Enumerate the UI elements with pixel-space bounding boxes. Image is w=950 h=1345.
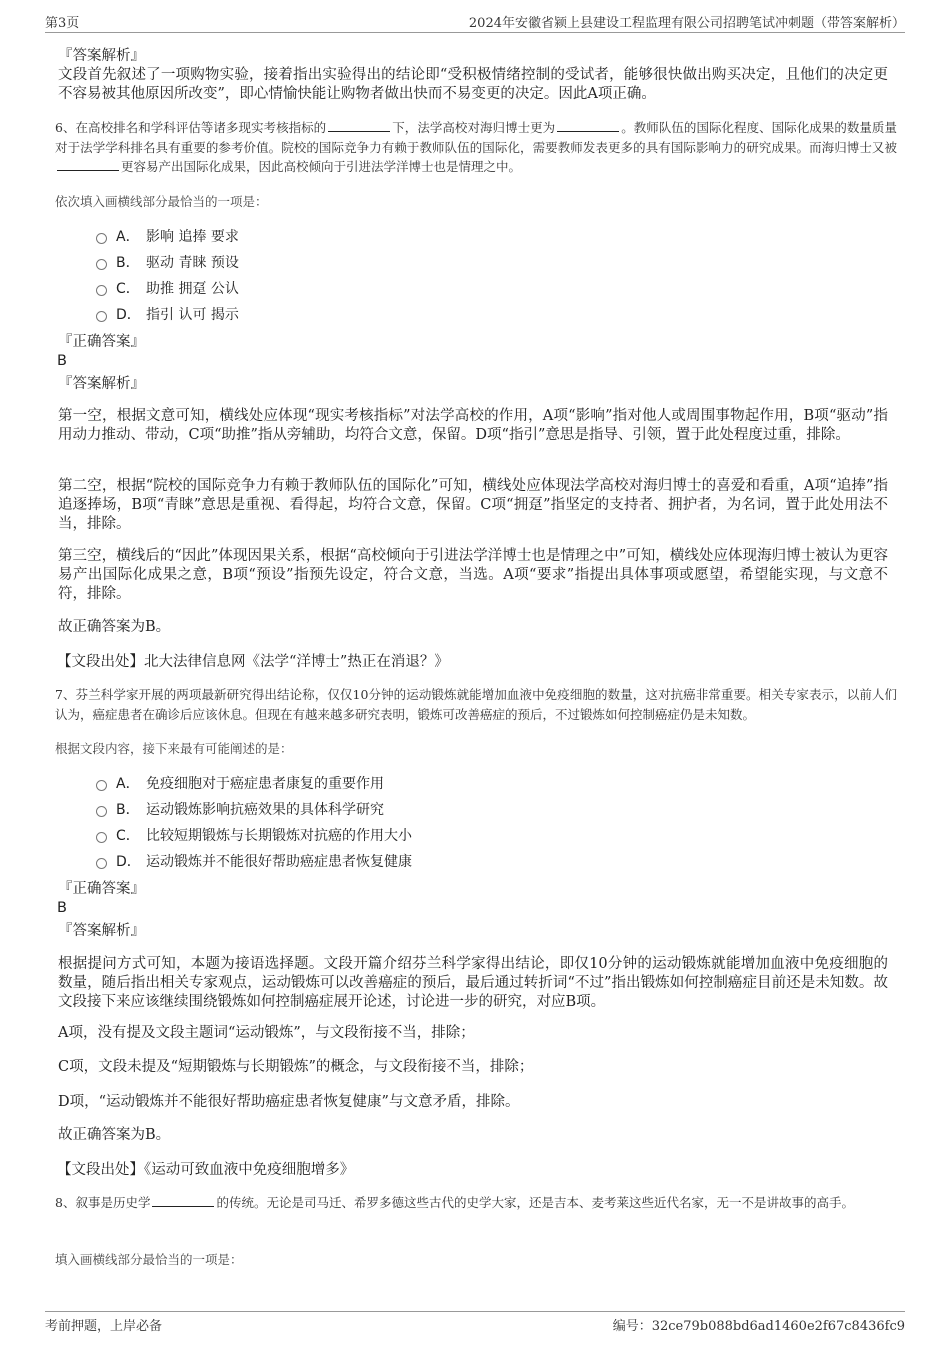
q6-correct-label: 『正确答案』 <box>58 334 145 350</box>
question-6-prompt: 依次填入画横线部分最恰当的一项是： <box>55 194 268 209</box>
q6-option-d[interactable]: D． 指引 认可 揭示 <box>96 305 239 325</box>
q6-correct-answer: B <box>57 353 67 369</box>
q6-analysis-2: 第二空，根据“院校的国际竞争力有赖于教师队伍的国际化”可知，横线处应体现法学高校对海归博士的喜爱和看重，A项“追捧”指追逐捧场，B项“青睐”意思是重视、看得起，均符合文意，保留。C项“拥趸”指坚定的支持者、拥护者，为名词，置于此处用法不当，排除。 <box>58 478 888 532</box>
q6-analysis-4: 故正确答案为B。 <box>58 619 171 635</box>
q7-option-a[interactable]: A． 免疫细胞对于癌症患者康复的重要作用 <box>96 774 384 794</box>
q7-analysis-3: C项，文段未提及“短期锻炼与长期锻炼”的概念，与文段衔接不当，排除； <box>58 1059 534 1075</box>
q6-analysis-label: 『答案解析』 <box>58 376 145 392</box>
question-7-prompt: 根据文段内容，接下来最有可能阐述的是： <box>55 741 293 756</box>
page-header <box>45 12 905 33</box>
q7-source: 【文段出处】《运动可致血液中免疫细胞增多》 <box>57 1162 355 1178</box>
blank-2 <box>557 121 619 132</box>
radio-icon[interactable] <box>96 233 107 244</box>
question-7-text: 7、芬兰科学家开展的两项最新研究得出结论称，仅仅10分钟的运动锻炼就能增加血液中免疫细胞的数量，这对抗癌非常重要。相关专家表示，以前人们认为，癌症患者在确诊后应该休息。但现在有越来越多研究表明，锻炼可改善癌症的预后，不过锻炼如何控制癌症仍是未知数。 <box>55 687 897 722</box>
analysis-label: 『答案解析』 <box>58 48 145 64</box>
q7-analysis-2: A项，没有提及文段主题词“运动锻炼”，与文段衔接不当，排除； <box>58 1025 475 1041</box>
radio-icon[interactable] <box>96 806 107 817</box>
radio-icon[interactable] <box>96 780 107 791</box>
question-6-text: 6、在高校排名和学科评估等诸多现实考核指标的 下，法学高校对海归博士更为 。教师队伍的国际化程度、国际化成果的数量质量对于法学学科排名具有重要的参考价值。院校的国际竞争力有赖于教师队伍的国际化，需要教师发表更多的具有国际影响力的研究成果。而海归博士又被更容易产出国际化成果，因此高校倾向于引进法学洋博士也是情理之中。 <box>55 120 897 174</box>
radio-icon[interactable] <box>96 858 107 869</box>
analysis-text: 文段首先叙述了一项购物实验，接着指出实验得出的结论即“受积极情绪控制的受试者，能够很快做出购买决定，且他们的决定更不容易被其他原因所改变”，即心情愉快能让购物者做出快而不易变更的决定。因此A项正确。 <box>58 67 888 102</box>
q6-analysis-1: 第一空，根据文意可知，横线处应体现“现实考核指标”对法学高校的作用，A项“影响”指对他人或周围事物起作用，B项“驱动”指用动力推动、带动，C项“助推”指从旁辅助，均符合文意，保留。D项“指引”意思是指导、引领，置于此处程度过重，排除。 <box>58 408 888 443</box>
q7-analysis-4: D项，“运动锻炼并不能很好帮助癌症患者恢复健康”与文意矛盾，排除。 <box>58 1094 520 1110</box>
q7-analysis-5: 故正确答案为B。 <box>58 1127 171 1143</box>
q7-analysis-label: 『答案解析』 <box>58 923 145 939</box>
q7-correct-answer: B <box>57 900 67 916</box>
blank-3 <box>57 160 119 171</box>
question-8-text: 8、叙事是历史学 的传统。无论是司马迁、希罗多德这些古代的史学大家，还是吉本、麦考莱这些近代名家，无一不是讲故事的高手。 <box>55 1195 854 1210</box>
blank-1 <box>152 1196 214 1207</box>
q7-analysis-1: 根据提问方式可知，本题为接语选择题。文段开篇介绍芬兰科学家得出结论，即仅10分钟的运动锻炼就能增加血液中免疫细胞的数量，随后指出相关专家观点，运动锻炼可以改善癌症的预后，最后通过转折词“不过”指出锻炼如何控制癌症目前还是未知数。故文段接下来应该继续围绕锻炼如何控制癌症展开论述，讨论进一步的研究，对应B项。 <box>58 956 888 1010</box>
q6-option-b[interactable]: B． 驱动 青睐 预设 <box>96 253 239 273</box>
page-number: 第3页 <box>45 16 80 31</box>
radio-icon[interactable] <box>96 259 107 270</box>
blank-1 <box>328 121 390 132</box>
q7-correct-label: 『正确答案』 <box>58 881 145 897</box>
radio-icon[interactable] <box>96 311 107 322</box>
question-8-prompt: 填入画横线部分最恰当的一项是： <box>55 1252 243 1267</box>
q7-option-c[interactable]: C． 比较短期锻炼与长期锻炼对抗癌的作用大小 <box>96 826 412 846</box>
q7-option-b[interactable]: B． 运动锻炼影响抗癌效果的具体科学研究 <box>96 800 384 820</box>
radio-icon[interactable] <box>96 285 107 296</box>
document-id: 编号：32ce79b088bd6ad1460e2f67c8436fc9 <box>612 1319 905 1334</box>
document-title: 2024年安徽省颍上县建设工程监理有限公司招聘笔试冲刺题（带答案解析） <box>468 16 905 31</box>
q7-option-d[interactable]: D． 运动锻炼并不能很好帮助癌症患者恢复健康 <box>96 852 412 872</box>
q6-source: 【文段出处】北大法律信息网《法学“洋博士”热正在消退？》 <box>57 654 449 670</box>
page-footer <box>45 1311 905 1334</box>
footer-slogan: 考前押题，上岸必备 <box>45 1319 163 1334</box>
q6-option-a[interactable]: A． 影响 追捧 要求 <box>96 227 239 247</box>
q6-analysis-3: 第三空，横线后的“因此”体现因果关系，根据“高校倾向于引进法学洋博士也是情理之中”可知，横线处应体现海归博士被认为更容易产出国际化成果之意，B项“预设”指预先设定，符合文意，当选。A项“要求”指提出具体事项或愿望，希望能实现，与文意不符，排除。 <box>58 548 888 602</box>
radio-icon[interactable] <box>96 832 107 843</box>
q6-option-c[interactable]: C． 助推 拥趸 公认 <box>96 279 239 299</box>
